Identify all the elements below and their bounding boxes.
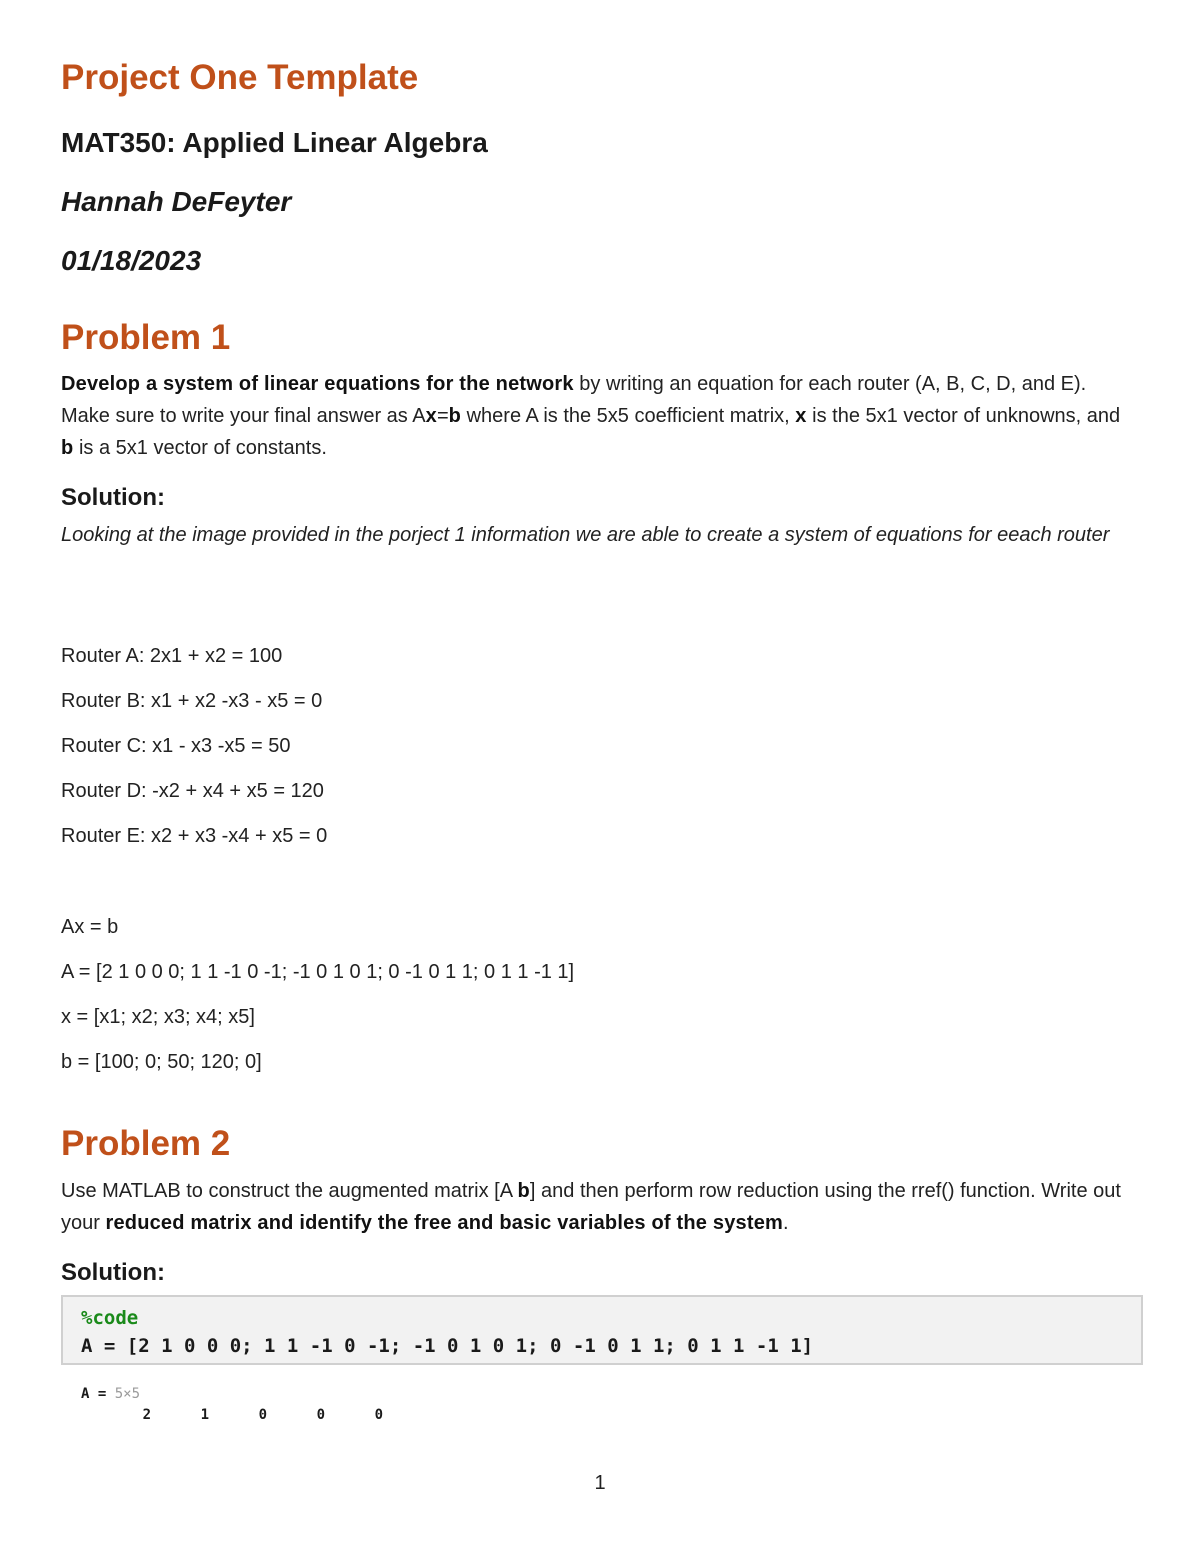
code-comment: %code (81, 1307, 139, 1329)
equation-router-b: Router B: x1 + x2 -x3 - x5 = 0 (61, 690, 323, 712)
problem-1-solution-heading: Solution: (61, 484, 165, 511)
prompt-bold: reduced matrix and identify the free and basic variables of the system (105, 1212, 784, 1234)
prompt-text: = (436, 405, 449, 427)
output-cell: 0 (374, 1407, 383, 1423)
page-number: 1 (594, 1472, 606, 1494)
course-name: MAT350: Applied Linear Algebra (61, 127, 488, 158)
author-name: Hannah DeFeyter (61, 186, 292, 217)
vector-b: b = [100; 0; 50; 120; 0] (61, 1051, 262, 1073)
prompt-text: is a 5x1 vector of constants. (73, 437, 327, 459)
output-cell: 1 (200, 1407, 209, 1423)
equation-router-a: Router A: 2x1 + x2 = 100 (61, 645, 283, 667)
document-date: 01/18/2023 (61, 245, 202, 276)
equation-router-e: Router E: x2 + x3 -x4 + x5 = 0 (61, 825, 328, 847)
problem-1-prompt (61, 368, 1136, 464)
code-block[interactable] (61, 1295, 1143, 1365)
code-statement: A = [2 1 0 0 0; 1 1 -1 0 -1; -1 0 1 0 1; 0 -1 0 1 1; 0 1 1 -1 1] (81, 1335, 814, 1357)
prompt-text: where A is the 5x5 coefficient matrix, (461, 405, 796, 427)
output-size: 5×5 (114, 1386, 141, 1402)
prompt-bold: b (448, 405, 462, 427)
prompt-bold: Develop a system of linear equations for the network (61, 373, 574, 395)
problem-2-solution-heading: Solution: (61, 1259, 165, 1286)
prompt-bold: b (61, 437, 74, 459)
matrix-equation: Ax = b (61, 916, 119, 938)
prompt-text: ] and then perform row reduction using the rref() function. Write out your (61, 1180, 1121, 1234)
output-cell: 0 (316, 1407, 325, 1423)
vector-x: x = [x1; x2; x3; x4; x5] (61, 1006, 255, 1028)
prompt-bold: x (795, 405, 807, 427)
problem-2-heading: Problem 2 (61, 1124, 231, 1163)
problem-1-heading: Problem 1 (61, 318, 231, 357)
equation-router-c: Router C: x1 - x3 -x5 = 50 (61, 735, 291, 757)
prompt-text: by writing an equation for each router (A, B, C, D, and E). Make sure to write your final answer as A (61, 373, 1087, 427)
prompt-bold: x (425, 405, 437, 427)
problem-2-prompt (61, 1175, 1136, 1239)
prompt-bold: b (517, 1180, 530, 1202)
prompt-text: . (783, 1212, 789, 1234)
prompt-text: is the 5x1 vector of unknowns, and (806, 405, 1121, 427)
equation-router-d: Router D: -x2 + x4 + x5 = 120 (61, 780, 324, 802)
problem-1-solution-intro: Looking at the image provided in the porject 1 information we are able to create a system of equations for eeach router (61, 524, 1110, 546)
output-label (81, 1386, 140, 1402)
output-cell: 0 (258, 1407, 267, 1423)
output-variable: A = (81, 1386, 115, 1402)
matrix-a: A = [2 1 0 0 0; 1 1 -1 0 -1; -1 0 1 0 1; 0 -1 0 1 1; 0 1 1 -1 1] (61, 961, 575, 983)
prompt-text: Use MATLAB to construct the augmented matrix [A (61, 1180, 518, 1202)
document-title: Project One Template (61, 58, 419, 97)
output-cell: 2 (142, 1407, 151, 1423)
